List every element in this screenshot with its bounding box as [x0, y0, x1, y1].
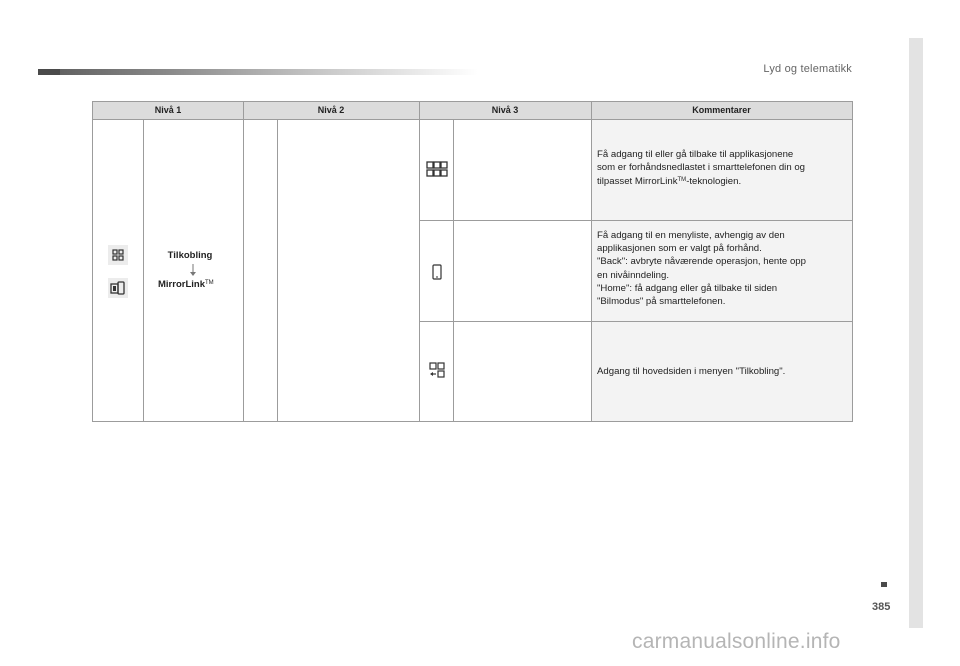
col-header-level3: Nivå 3	[491, 105, 519, 115]
phone-mirror-icon	[108, 278, 128, 298]
side-strip	[909, 38, 923, 628]
watermark: carmanualsonline.info	[632, 630, 841, 653]
col-header-level1: Nivå 1	[154, 105, 182, 115]
comment-row-1: Få adgang til eller gå tilbake til applikasjonene som er forhåndsnedlastet i smarttelefonen din og tilpasset MirrorLink™-teknologien.	[597, 149, 805, 188]
comment-row-3: Adgang til hovedsiden i menyen "Tilkobling".	[597, 366, 786, 377]
connect-home-icon	[427, 361, 447, 379]
level1-label-tilkobling: Tilkobling	[167, 250, 213, 261]
apps-grid-icon	[108, 245, 128, 265]
arrow-down-icon	[190, 264, 196, 276]
section-title: Lyd og telematikk	[763, 63, 852, 75]
table-header	[93, 102, 852, 120]
header-gradient-bar	[38, 69, 478, 75]
col-header-comments: Kommentarer	[692, 105, 751, 115]
page-number: 385	[872, 601, 891, 613]
smartphone-icon	[429, 262, 445, 282]
comment-row-2: Få adgang til en menyliste, avhengig av den applikasjonen som er valgt på forhånd. "Back": avbryte nåværende operasjon, hente opp en nivåinndeling. "Home": få adgang eller gå tilbake til siden "Bilmodus" på smarttelefonen.	[597, 230, 806, 308]
level1-label-mirrorlink: MirrorLink™	[158, 279, 214, 290]
grid-3x2-icon	[426, 159, 448, 179]
col-header-level2: Nivå 2	[317, 105, 345, 115]
page-marker	[881, 582, 887, 587]
